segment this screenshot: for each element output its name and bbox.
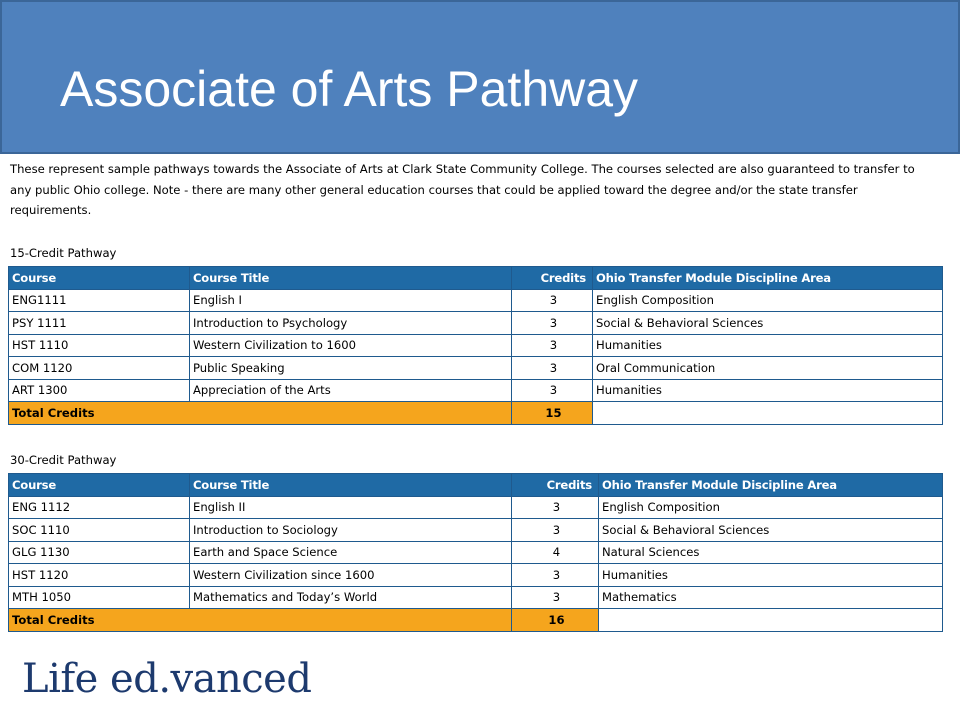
table-row [9,289,943,312]
discipline-area: Natural Sciences [599,541,943,564]
course-credits: 3 [512,519,599,542]
discipline-area: Social & Behavioral Sciences [599,519,943,542]
course-title: Appreciation of the Arts [190,379,512,402]
discipline-area: Social & Behavioral Sciences [593,312,943,335]
course-code: COM 1120 [9,357,190,380]
pathway-15-label: 15-Credit Pathway [10,246,117,260]
discipline-area: Oral Communication [593,357,943,380]
course-title: English II [190,496,512,519]
header-course: Course [9,474,190,497]
table-row [9,312,943,335]
brand-wordmark: Life ed.vanced [22,656,312,702]
pathway-15-table [8,266,943,425]
total-row-blank [593,402,943,425]
course-code: HST 1120 [9,564,190,587]
table-row [9,357,943,380]
course-credits: 3 [512,289,593,312]
header-credits: Credits [512,267,593,290]
total-credits-value: 15 [512,402,593,425]
header-course: Course [9,267,190,290]
discipline-area: English Composition [593,289,943,312]
course-title: Public Speaking [190,357,512,380]
discipline-area: Mathematics [599,586,943,609]
course-code: ENG1111 [9,289,190,312]
table-row [9,496,943,519]
total-credits-label: Total Credits [9,402,512,425]
course-code: PSY 1111 [9,312,190,335]
header-discipline-area: Ohio Transfer Module Discipline Area [593,267,943,290]
title-bar [0,0,960,154]
course-title: Mathematics and Today’s World [190,586,512,609]
course-code: ENG 1112 [9,496,190,519]
total-credits-label: Total Credits [9,609,512,632]
table-row [9,519,943,542]
course-credits: 3 [512,496,599,519]
course-title: Earth and Space Science [190,541,512,564]
course-title: Introduction to Psychology [190,312,512,335]
pathway-30-label: 30-Credit Pathway [10,453,117,467]
course-code: ART 1300 [9,379,190,402]
course-title: Western Civilization since 1600 [190,564,512,587]
table-row [9,379,943,402]
header-credits: Credits [512,474,599,497]
table-row [9,334,943,357]
total-credits-value: 16 [512,609,599,632]
table-row [9,586,943,609]
page-title: Associate of Arts Pathway [60,61,639,117]
intro-paragraph: These represent sample pathways towards the Associate of Arts at Clark State Community College. The courses selected are also guaranteed to transfer to any public Ohio college. Note - there are many other general education courses that could be applied toward the degree and/or the state transfer requirements. [10,162,915,217]
course-credits: 3 [512,379,593,402]
course-credits: 3 [512,312,593,335]
table-row [9,564,943,587]
course-credits: 3 [512,586,599,609]
course-credits: 3 [512,357,593,380]
course-title: Western Civilization to 1600 [190,334,512,357]
course-credits: 3 [512,564,599,587]
discipline-area: English Composition [599,496,943,519]
discipline-area: Humanities [593,379,943,402]
course-title: English I [190,289,512,312]
header-course-title: Course Title [190,474,512,497]
table-header-row [9,474,943,497]
course-title: Introduction to Sociology [190,519,512,542]
course-code: MTH 1050 [9,586,190,609]
table-header-row [9,267,943,290]
header-course-title: Course Title [190,267,512,290]
course-credits: 3 [512,334,593,357]
course-code: SOC 1110 [9,519,190,542]
discipline-area: Humanities [593,334,943,357]
course-code: GLG 1130 [9,541,190,564]
total-row [9,609,943,632]
total-row [9,402,943,425]
course-code: HST 1110 [9,334,190,357]
total-row-blank [599,609,943,632]
discipline-area: Humanities [599,564,943,587]
table-row [9,541,943,564]
pathway-30-table [8,473,943,632]
course-credits: 4 [512,541,599,564]
header-discipline-area: Ohio Transfer Module Discipline Area [599,474,943,497]
